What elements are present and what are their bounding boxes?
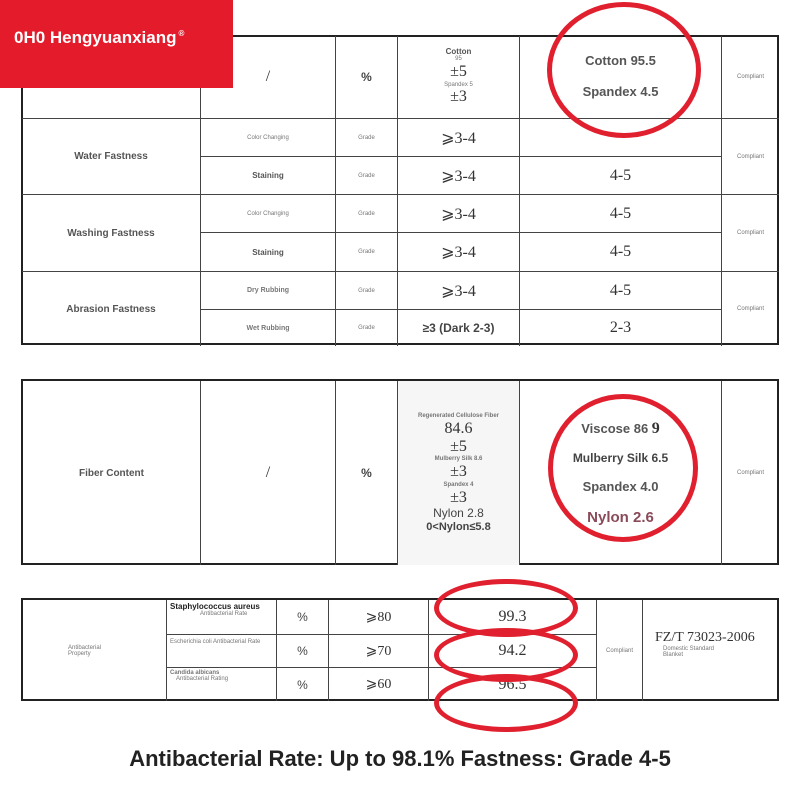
res-cotton: Cotton 95.5 bbox=[585, 53, 656, 69]
res-spandex: Spandex 4.5 bbox=[582, 84, 659, 99]
res-nylon: Nylon 2.6 bbox=[587, 508, 654, 526]
verdict: Compliant bbox=[736, 230, 764, 236]
abrasion-verdict bbox=[721, 271, 779, 346]
ab-r2-org bbox=[166, 667, 276, 701]
unit-grade: Grade bbox=[358, 210, 375, 217]
req-value: ⩾3-4 bbox=[441, 244, 476, 261]
water-res2 bbox=[519, 156, 721, 194]
water-res1 bbox=[519, 118, 721, 156]
fiber-req bbox=[397, 381, 519, 565]
washing-label-cell bbox=[22, 194, 200, 271]
abrasion-unit2 bbox=[335, 309, 397, 346]
fiber-unit: % bbox=[361, 466, 372, 480]
washing-sub2 bbox=[200, 232, 335, 271]
staining-label: Staining bbox=[252, 247, 284, 257]
fiber-label-cell bbox=[23, 381, 200, 565]
req-silk: Mulberry Silk 8.6 bbox=[434, 456, 483, 463]
ab-r0-org bbox=[166, 600, 276, 634]
verdict: Compliant bbox=[736, 74, 764, 80]
req-value: ⩾3-4 bbox=[441, 129, 476, 147]
ab-standard bbox=[642, 600, 779, 701]
res-value: 4-5 bbox=[609, 281, 632, 299]
ab-r1-unit bbox=[276, 634, 328, 667]
standard-desc: Domestic Standard Blanket bbox=[663, 646, 715, 658]
t1-r0-slash: / bbox=[265, 68, 271, 85]
water-verdict bbox=[721, 118, 779, 194]
antibacterial-table bbox=[21, 598, 779, 701]
staph-label: Staphylococcus aureus bbox=[170, 602, 260, 611]
standard-code: FZ/T 73023-2006 bbox=[655, 630, 755, 645]
ecoli-label: Escherichia coli Antibacterial Rate bbox=[170, 639, 261, 645]
brand-name: 0H0 Hengyuanxiang bbox=[14, 28, 177, 47]
verdict: Compliant bbox=[736, 306, 764, 312]
antibacterial-property-label: Antibacterial Property bbox=[68, 644, 102, 657]
unit-grade: Grade bbox=[358, 325, 375, 331]
res-viscose: Viscose 86 9 bbox=[581, 419, 660, 437]
t1-r0-res bbox=[519, 36, 721, 118]
fiber-res bbox=[519, 381, 721, 565]
ab-r1-res bbox=[428, 634, 596, 667]
water-req2 bbox=[397, 156, 519, 194]
washing-req1 bbox=[397, 194, 519, 232]
ab-r1-req bbox=[328, 634, 428, 667]
brand-badge bbox=[0, 0, 233, 88]
req-value: ⩾3-4 bbox=[441, 167, 476, 185]
req-value: ⩾70 bbox=[365, 643, 392, 659]
water-fastness-label: Water Fastness bbox=[74, 151, 148, 162]
ab-r2-req bbox=[328, 667, 428, 701]
fiber-slash: / bbox=[265, 464, 271, 481]
req-value: ⩾80 bbox=[365, 609, 392, 625]
unit-grade: Grade bbox=[358, 249, 375, 255]
abrasion-res2 bbox=[519, 309, 721, 346]
res-viscose-extra: 9 bbox=[651, 419, 660, 437]
water-unit1 bbox=[335, 118, 397, 156]
req-spandex-tol: ±3 bbox=[450, 488, 467, 506]
res-value: 94.2 bbox=[498, 642, 527, 659]
req-value: ⩾3-4 bbox=[441, 205, 476, 223]
unit-grade: Grade bbox=[358, 134, 375, 141]
ab-r0-req bbox=[328, 600, 428, 634]
req-cotton-val: 95 bbox=[455, 56, 462, 63]
ab-verdict bbox=[596, 600, 642, 701]
res-value: 99.3 bbox=[498, 608, 527, 625]
ab-r0-res bbox=[428, 600, 596, 634]
water-req1 bbox=[397, 118, 519, 156]
dry-rubbing-label: Dry Rubbing bbox=[247, 287, 289, 294]
verdict: Compliant bbox=[736, 153, 764, 160]
abrasion-req1 bbox=[397, 271, 519, 309]
req-nylon: Nylon 2.8 bbox=[433, 505, 484, 520]
res-value: 96.5 bbox=[498, 675, 527, 693]
unit-grade: Grade bbox=[358, 287, 375, 294]
color-changing-label: Color Changing bbox=[247, 210, 289, 217]
water-label-cell bbox=[22, 118, 200, 194]
req-nylon-range: 0<Nylon≤5.8 bbox=[426, 520, 491, 533]
req-value: ≥3 (Dark 2-3) bbox=[422, 321, 495, 335]
req-regenerated: Regenerated Cellulose Fiber bbox=[417, 412, 500, 419]
req-value: ⩾3-4 bbox=[441, 282, 476, 300]
fiber-c2 bbox=[200, 381, 335, 565]
registered-mark: ® bbox=[178, 29, 185, 39]
staph-rate-label: Antibacterial Rate bbox=[200, 611, 248, 617]
ab-r0-unit bbox=[276, 600, 328, 634]
req-spandex: Spandex 5 bbox=[444, 81, 473, 88]
t1-r0-unit: % bbox=[361, 70, 372, 84]
staining-label: Staining bbox=[252, 171, 284, 180]
abrasion-res1 bbox=[519, 271, 721, 309]
abrasion-fastness-label: Abrasion Fastness bbox=[66, 303, 156, 315]
unit-percent: % bbox=[297, 677, 308, 692]
washing-res1 bbox=[519, 194, 721, 232]
req-cotton: Cotton bbox=[445, 47, 472, 57]
res-value: 2-3 bbox=[609, 319, 632, 336]
washing-res2 bbox=[519, 232, 721, 271]
req-silk-tol: ±3 bbox=[450, 463, 467, 481]
candida-rate-label: Antibacterial Rating bbox=[176, 676, 229, 682]
t1-r0-req bbox=[397, 36, 519, 118]
res-value: 4-5 bbox=[609, 204, 632, 222]
ab-r1-org bbox=[166, 634, 276, 667]
abrasion-label-cell bbox=[22, 271, 200, 346]
washing-fastness-label: Washing Fastness bbox=[67, 227, 155, 239]
water-unit2 bbox=[335, 156, 397, 194]
washing-unit2 bbox=[335, 232, 397, 271]
antibacterial-label-cell bbox=[23, 600, 166, 701]
fiber-content-table bbox=[21, 379, 779, 565]
res-value: 4-5 bbox=[609, 243, 632, 260]
unit-percent: % bbox=[297, 610, 308, 624]
ab-r2-unit bbox=[276, 667, 328, 701]
res-spandex: Spandex 4.0 bbox=[582, 479, 659, 494]
res-silk: Mulberry Silk 6.5 bbox=[572, 451, 669, 466]
fiber-verdict bbox=[721, 381, 779, 565]
washing-req2 bbox=[397, 232, 519, 271]
unit-grade: Grade bbox=[358, 172, 375, 179]
washing-sub1 bbox=[200, 194, 335, 232]
footer-caption: Antibacterial Rate: Up to 98.1% Fastness: Grade 4-5 bbox=[129, 746, 671, 771]
water-sub1 bbox=[200, 118, 335, 156]
req-regenerated-tol: ±5 bbox=[450, 437, 467, 455]
abrasion-sub2 bbox=[200, 309, 335, 346]
req-value: ⩾60 bbox=[365, 677, 392, 692]
req-spandex: Spandex 4 bbox=[443, 481, 474, 488]
color-changing-label: Color Changing bbox=[247, 134, 289, 141]
unit-percent: % bbox=[297, 644, 308, 658]
req-cotton-tol: ±5 bbox=[450, 63, 467, 81]
washing-unit1 bbox=[335, 194, 397, 232]
abrasion-unit1 bbox=[335, 271, 397, 309]
fiber-c3 bbox=[335, 381, 397, 565]
abrasion-req2 bbox=[397, 309, 519, 346]
verdict: Compliant bbox=[605, 647, 633, 654]
abrasion-sub1 bbox=[200, 271, 335, 309]
ab-r2-res bbox=[428, 667, 596, 701]
t1-r0-c3 bbox=[335, 36, 397, 118]
req-spandex-tol: ±3 bbox=[450, 88, 467, 106]
req-regenerated-val: 84.6 bbox=[444, 419, 473, 437]
verdict: Compliant bbox=[736, 470, 764, 476]
fiber-content-label: Fiber Content bbox=[79, 467, 144, 479]
candida-label: Candida albicans bbox=[170, 670, 220, 676]
res-value: 4-5 bbox=[609, 166, 632, 184]
water-sub2 bbox=[200, 156, 335, 194]
washing-verdict bbox=[721, 194, 779, 271]
wet-rubbing-label: Wet Rubbing bbox=[246, 324, 290, 332]
t1-r0-verdict bbox=[721, 36, 779, 118]
